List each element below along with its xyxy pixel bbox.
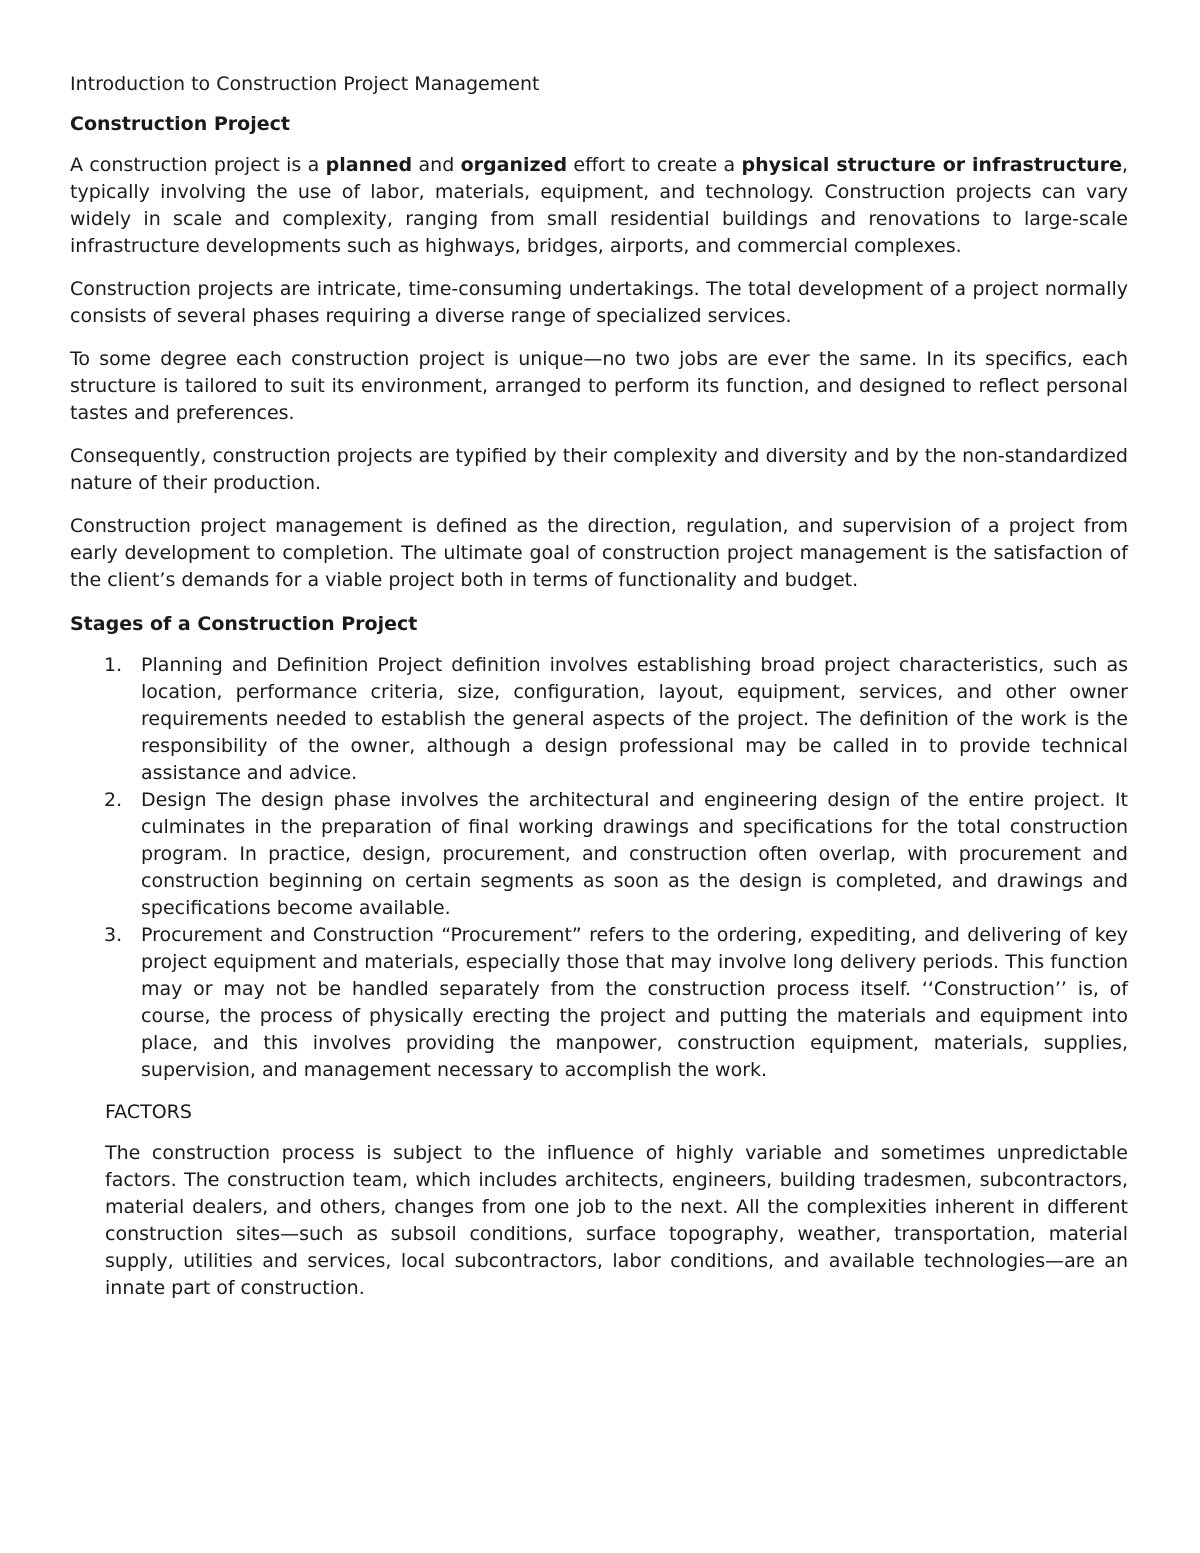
paragraph-text: effort to create a bbox=[567, 154, 742, 176]
list-item bbox=[70, 787, 1128, 922]
paragraph-unique: To some degree each construction project is unique—no two jobs are ever the same. In its specifics, each structure is tailored to suit its environment, arranged to perform its function, and designed to reflect personal tastes and preferences. bbox=[70, 348, 1128, 424]
document-title: Introduction to Construction Project Management bbox=[70, 73, 540, 95]
bold-term-organized: organized bbox=[460, 154, 568, 176]
list-item-number: 1. bbox=[104, 654, 123, 676]
list-item-number: 3. bbox=[104, 924, 123, 946]
bold-term-planned: planned bbox=[325, 154, 413, 176]
paragraph-factors: The construction process is subject to the influence of highly variable and sometimes unpredictable factors. The construction team, which includes architects, engineers, building tradesmen, subcontractors, material dealers, and others, changes from one job to the next. All the complexities inherent in different construction sites—such as subsoil conditions, surface topography, weather, transportation, material supply, utilities and services, local subcontractors, labor conditions, and available technologies—are an innate part of construction. bbox=[105, 1142, 1128, 1299]
list-item-number: 2. bbox=[104, 789, 123, 811]
list-item bbox=[70, 922, 1128, 1084]
section-heading-construction-project: Construction Project bbox=[70, 113, 290, 135]
paragraph-definition bbox=[70, 152, 1128, 260]
paragraph-intricate: Construction projects are intricate, time-consuming undertakings. The total development of a project normally consists of several phases requiring a diverse range of specialized services. bbox=[70, 278, 1128, 327]
bold-term-physical-structure: physical structure or infrastructure bbox=[741, 154, 1122, 176]
paragraph-text: and bbox=[412, 154, 461, 176]
stages-list bbox=[70, 652, 1128, 1084]
list-item-text: Procurement and Construction “Procurement” refers to the ordering, expediting, and delivering of key project equipment and materials, especially those that may involve long delivery periods. This function may or may not be handled separately from the construction process itself. ‘‘Construction’’ is, of course, the process of physically erecting the project and putting the materials and equipment into place, and this involves providing the manpower, construction equipment, materials, supplies, supervision, and management necessary to accomplish the work. bbox=[141, 924, 1128, 1081]
paragraph-text: A construction project is a bbox=[70, 154, 326, 176]
list-item-text: Design The design phase involves the architectural and engineering design of the entire project. It culminates in the preparation of final working drawings and specifications for the total construction program. In practice, design, procurement, and construction often overlap, with procurement and construction beginning on certain segments as soon as the design is completed, and drawings and specifications become available. bbox=[141, 789, 1128, 919]
factors-label: FACTORS bbox=[105, 1101, 192, 1123]
list-item-text: Planning and Definition Project definition involves establishing broad project characteristics, such as location, performance criteria, size, configuration, layout, equipment, services, and other owner requirements needed to establish the general aspects of the project. The definition of the work is the responsibility of the owner, although a design professional may be called in to provide technical assistance and advice. bbox=[141, 654, 1128, 784]
paragraph-management-definition: Construction project management is defined as the direction, regulation, and supervision of a project from early development to completion. The ultimate goal of construction project management is the satisfaction of the client’s demands for a viable project both in terms of functionality and budget. bbox=[70, 515, 1128, 591]
paragraph-text: , typically involving the use of labor, materials, equipment, and technology. Construction projects can vary widely in scale and complexity, ranging from small residential buildings and renovations to large-scale infrastructure developments such as highways, bridges, airports, and commercial complexes. bbox=[70, 154, 1129, 257]
paragraph-consequently: Consequently, construction projects are typified by their complexity and diversity and by the non-standardized nature of their production. bbox=[70, 445, 1128, 494]
section-heading-stages: Stages of a Construction Project bbox=[70, 613, 418, 635]
list-item bbox=[70, 652, 1128, 787]
